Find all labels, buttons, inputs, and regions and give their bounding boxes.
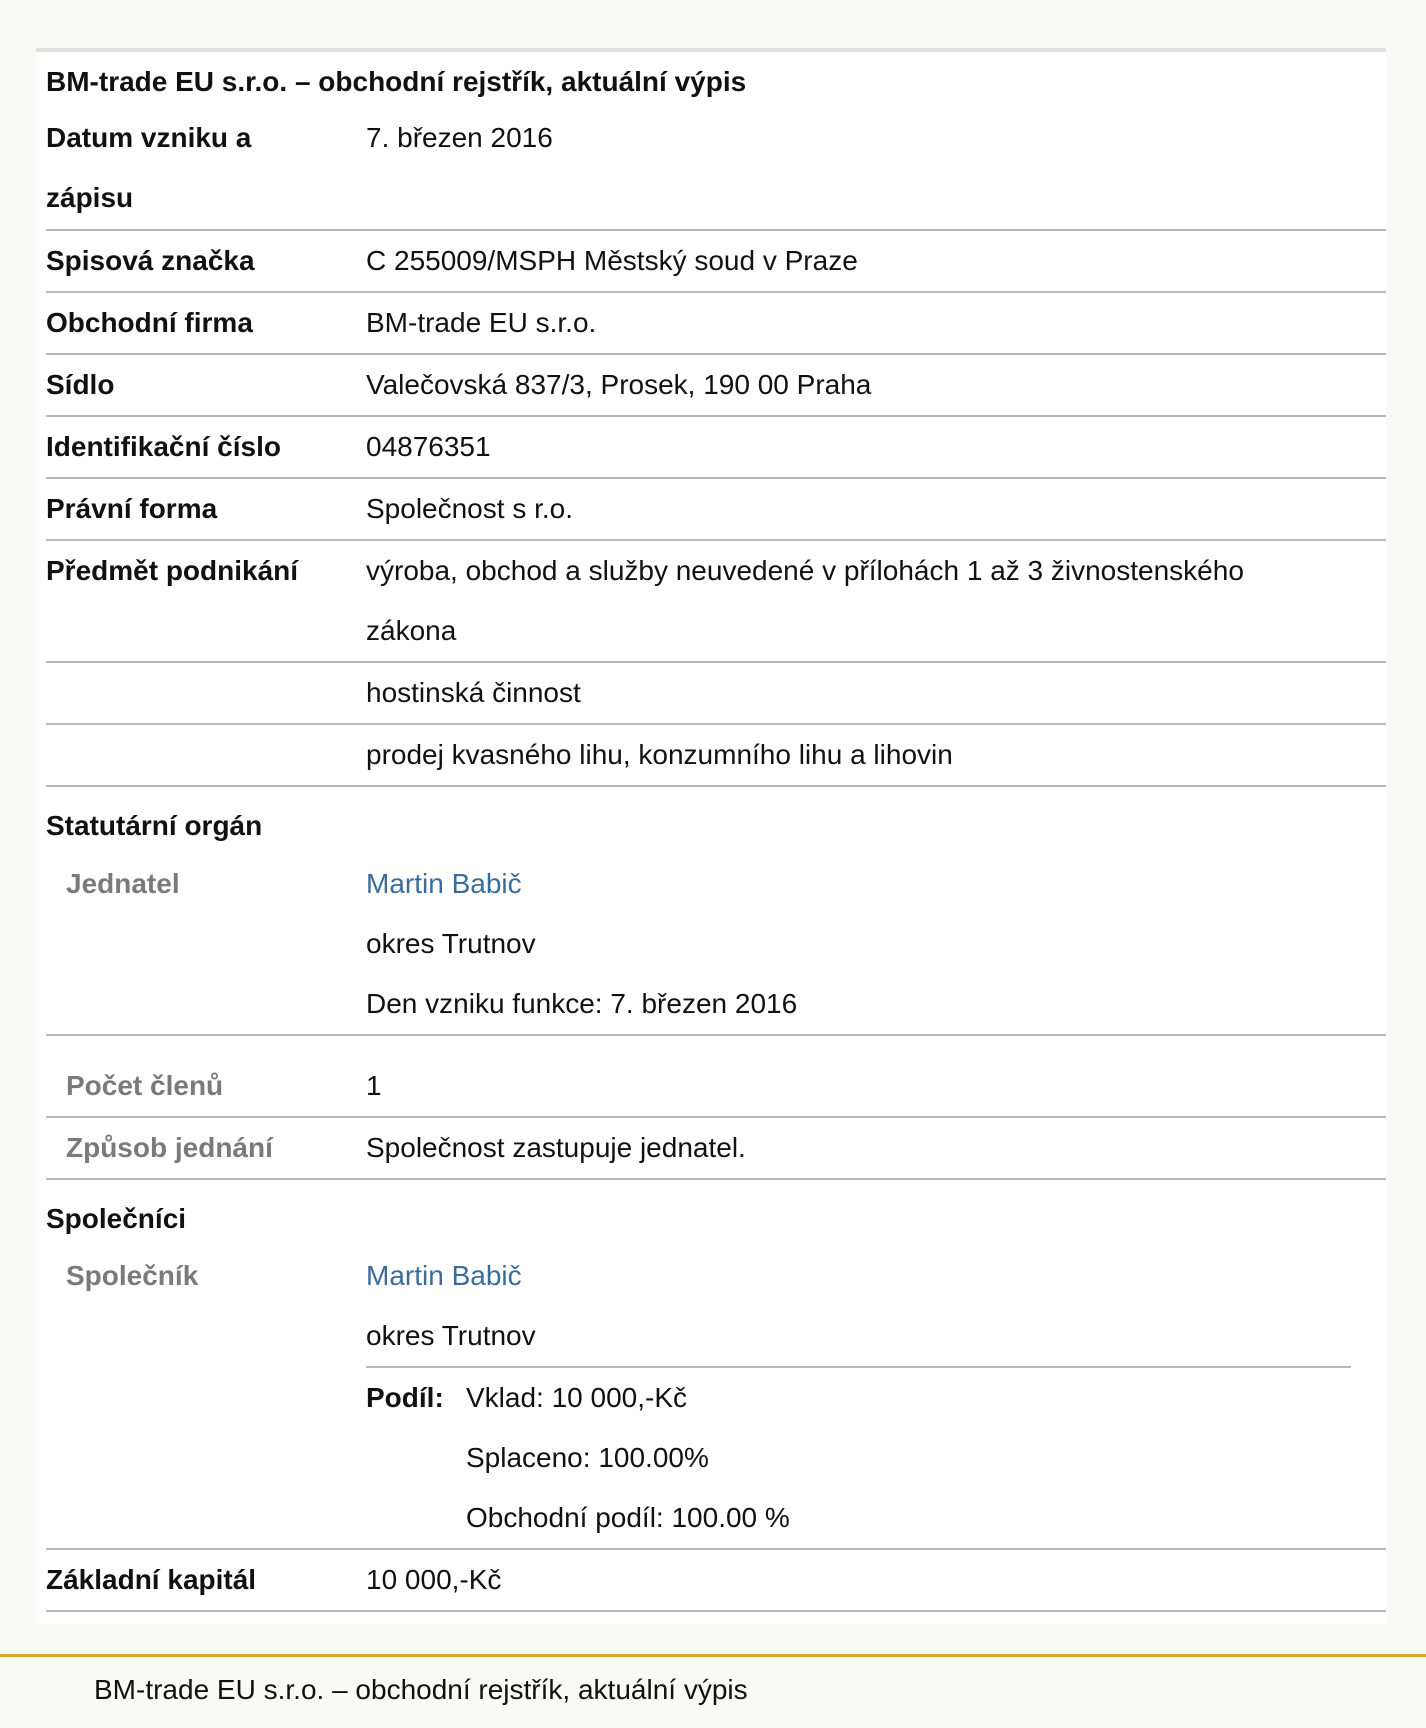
label-identifikacni-cislo: Identifikační číslo — [46, 431, 281, 462]
value-obchodni-podil: Obchodní podíl: 100.00 % — [466, 1502, 790, 1533]
label-spolecnik: Společník — [66, 1260, 199, 1291]
value-identifikacni-cislo: 04876351 — [366, 431, 491, 462]
label-jednatel: Jednatel — [66, 868, 180, 899]
section-heading-spolecnici: Společníci — [46, 1203, 187, 1234]
label-obchodni-firma: Obchodní firma — [46, 307, 253, 338]
label-podil: Podíl: — [366, 1382, 444, 1413]
value-predmet-item-3: prodej kvasného lihu, konzumního lihu a lihovin — [366, 739, 953, 770]
value-obchodni-firma: BM-trade EU s.r.o. — [366, 307, 597, 338]
value-predmet-item-2: hostinská činnost — [366, 677, 581, 708]
value-sidlo: Valečovská 837/3, Prosek, 190 00 Praha — [366, 369, 872, 400]
label-datum-line2: zápisu — [46, 182, 134, 213]
label-zakladni-kapital: Základní kapitál — [46, 1564, 257, 1595]
value-spolecnik-district: okres Trutnov — [366, 1320, 536, 1351]
value-predmet-item-1-line2: zákona — [366, 615, 457, 646]
link-spolecnik-name[interactable]: Martin Babič — [366, 1260, 522, 1291]
value-vklad: Vklad: 10 000,-Kč — [466, 1382, 688, 1413]
value-spisova-znacka: C 255009/MSPH Městský soud v Praze — [366, 245, 858, 276]
label-pocet-clenu: Počet členů — [66, 1070, 224, 1101]
label-spisova-znacka: Spisová značka — [46, 245, 255, 276]
link-jednatel-name[interactable]: Martin Babič — [366, 868, 522, 899]
row-divider — [46, 1178, 1386, 1180]
value-jednatel-district: okres Trutnov — [366, 928, 536, 959]
footer-caption: BM-trade EU s.r.o. – obchodní rejstřík, aktuální výpis — [94, 1674, 748, 1705]
label-predmet-podnikani: Předmět podnikání — [46, 555, 299, 586]
section-heading-statutarni-organ: Statutární orgán — [46, 810, 263, 841]
value-splaceno: Splaceno: 100.00% — [466, 1442, 709, 1473]
footer-divider — [0, 1654, 1426, 1657]
value-jednatel-since: Den vzniku funkce: 7. březen 2016 — [366, 988, 798, 1019]
row-divider — [46, 1610, 1386, 1612]
value-datum: 7. březen 2016 — [366, 122, 553, 153]
document-title: BM-trade EU s.r.o. – obchodní rejstřík, aktuální výpis — [46, 66, 747, 97]
label-pravni-forma: Právní forma — [46, 493, 218, 524]
label-sidlo: Sídlo — [46, 369, 115, 400]
value-zakladni-kapital: 10 000,-Kč — [366, 1564, 502, 1595]
label-datum-line1: Datum vzniku a — [46, 122, 252, 153]
value-pravni-forma: Společnost s r.o. — [366, 493, 574, 524]
value-zpusob-jednani: Společnost zastupuje jednatel. — [366, 1132, 746, 1163]
row-divider — [46, 785, 1386, 787]
label-zpusob-jednani: Způsob jednání — [66, 1132, 273, 1163]
row-divider — [46, 1034, 1386, 1036]
value-pocet-clenu: 1 — [366, 1070, 382, 1101]
value-predmet-item-1-line1: výroba, obchod a služby neuvedené v přílohách 1 až 3 živnostenského — [366, 555, 1244, 586]
